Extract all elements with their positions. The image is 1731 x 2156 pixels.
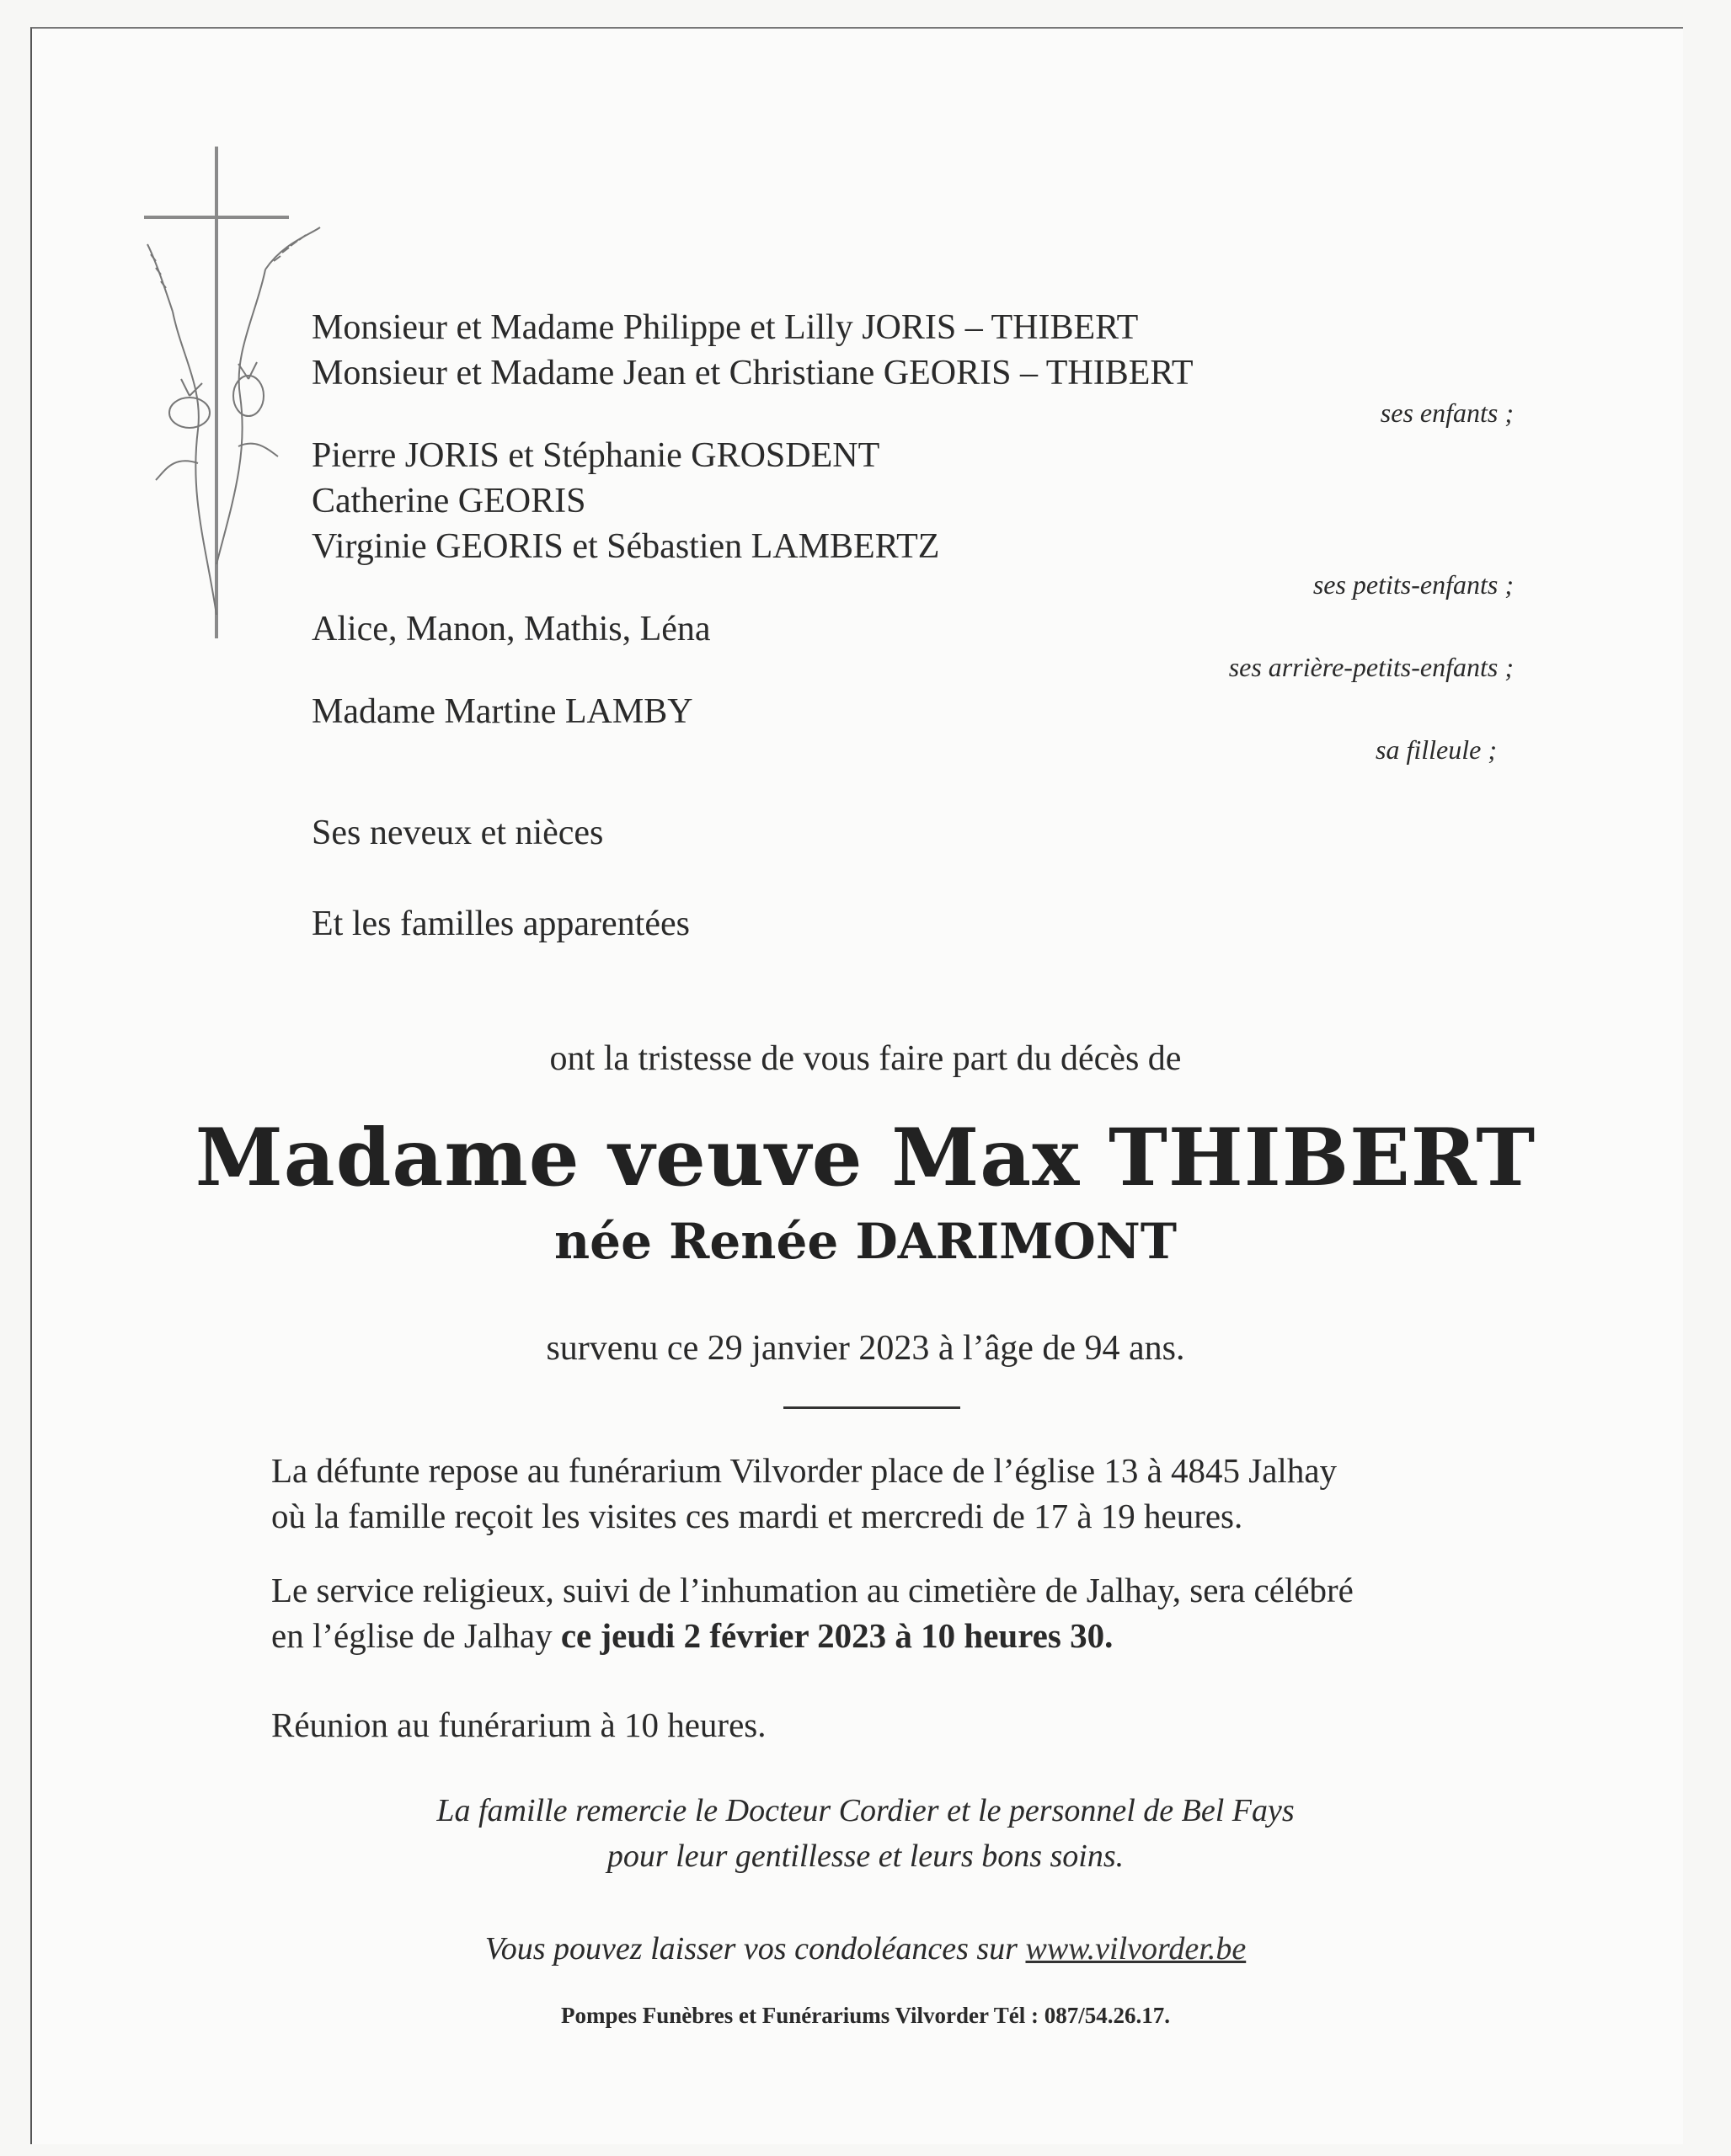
enfants-label: ses enfants ; — [1380, 398, 1514, 428]
announcement-intro: ont la tristesse de vous faire part du décès de — [549, 1039, 1182, 1078]
service-datetime: ce jeudi 2 février 2023 à 10 heures 30. — [560, 1616, 1114, 1655]
filleule-label: sa filleule ; — [1376, 734, 1497, 765]
service-line-2-plain: en l’église de Jalhay — [271, 1616, 561, 1655]
petits-enfants-label: ses petits-enfants ; — [1312, 569, 1514, 600]
petit-enfant-3: Virginie GEORIS et Sébastien LAMBERTZ — [312, 527, 940, 566]
condolences-link[interactable]: www.vilvorder.be — [1025, 1931, 1247, 1967]
repose-line-1: La défunte repose au funérarium Vilvorder place de l’église 13 à 4845 Jalhay — [271, 1451, 1338, 1490]
cross-flower-icon — [139, 143, 333, 648]
condolences — [0, 1930, 1731, 1967]
repose-line-2: où la famille reçoit les visites ces mardi et mercredi de 17 à 19 heures. — [271, 1497, 1243, 1535]
deceased-name: Madame veuve Max THIBERT — [195, 1112, 1536, 1204]
arriere-petits-enfants: Alice, Manon, Mathis, Léna — [312, 610, 711, 648]
maiden-name: née Renée DARIMONT — [554, 1213, 1177, 1270]
enfant-2: Monsieur et Madame Jean et Christiane GEORIS – THIBERT — [312, 354, 1194, 392]
thanks-line-2: pour leur gentillesse et leurs bons soins. — [606, 1838, 1125, 1874]
thanks-line-1: La famille remercie le Docteur Cordier et le personnel de Bel Fays — [436, 1793, 1295, 1828]
petit-enfant-2: Catherine GEORIS — [312, 482, 586, 520]
petit-enfant-1: Pierre JORIS et Stéphanie GROSDENT — [312, 436, 880, 475]
footer-funeral-home: Pompes Funèbres et Funérariums Vilvorder Tél : 087/54.26.17. — [561, 2003, 1170, 2028]
service-line-1: Le service religieux, suivi de l’inhumation au cimetière de Jalhay, sera célébré — [271, 1571, 1354, 1609]
reunion: Réunion au funérarium à 10 heures. — [271, 1705, 767, 1744]
divider — [783, 1406, 960, 1409]
service-line-2 — [271, 1612, 1113, 1659]
filleule: Madame Martine LAMBY — [312, 692, 693, 731]
neveux-nieces: Ses neveux et nièces — [312, 814, 604, 852]
date-age: survenu ce 29 janvier 2023 à l’âge de 94 ans. — [546, 1329, 1185, 1368]
arriere-label: ses arrière-petits-enfants ; — [1228, 652, 1514, 682]
enfant-1: Monsieur et Madame Philippe et Lilly JORIS – THIBERT — [312, 308, 1139, 347]
condolences-text: Vous pouvez laisser vos condoléances sur — [484, 1931, 1026, 1967]
familles-apparentees: Et les familles apparentées — [312, 905, 690, 943]
